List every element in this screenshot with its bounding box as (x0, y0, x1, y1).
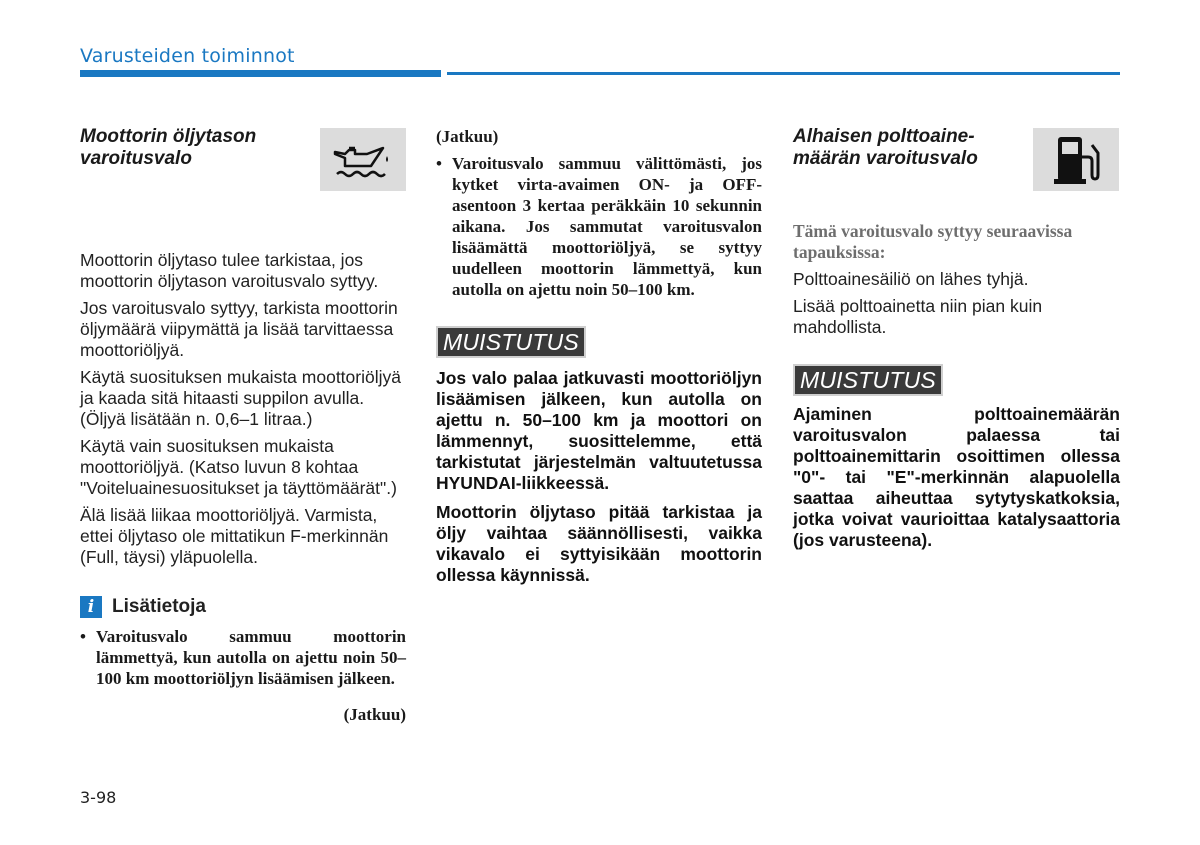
oil-warning-title-line2: varoitusvalo (80, 148, 192, 169)
oil-can-icon-graphic (331, 140, 395, 180)
oil-paragraph-4: Käytä vain suosituksen mukaista moottoriöljyä. (Katso luvun 8 kohtaa "Voiteluainesuositukset ja täyttömäärät".) (80, 436, 397, 498)
info-bullet-text: Varoitusvalo sammuu moottorin lämmettyä, kun autolla on ajettu noin 50–100 km moottoriöljyn lisäämisen jälkeen. (96, 627, 406, 688)
oil-paragraph-3: Käytä suosituksen mukaista moottoriöljyä ja kaada sitä hitaasti suppilon avulla. (Öljyä lisätään n. 0,6–1 litraa.) (80, 367, 401, 429)
notice-text-1: Jos valo palaa jatkuvasti moottoriöljyn lisäämisen jälkeen, kun autolla on ajettu n. 50–100 km ja moottori on lämmennyt, suosittelemme, että tarkistutat järjestelmän valtuutetussa HYUNDAI-liikkeessä. (436, 368, 762, 493)
fuel-paragraph-2: Lisää polttoainetta niin pian kuin mahdollista. (793, 296, 1043, 337)
column-fuel-warning (793, 126, 1120, 559)
fuel-notice-badge: MUISTUTUS (793, 364, 943, 396)
fuel-warning-title-line2: määrän varoitusvalo (793, 148, 978, 169)
notice-text-2: Moottorin öljytaso pitää tarkistaa ja öljy vaihtaa säännöllisesti, vaikka vikavalo ei syttyisikään moottorin ollessa käynnissä. (436, 502, 762, 585)
oil-paragraph-1: Moottorin öljytaso tulee tarkistaa, jos moottorin öljytason varoitusvalo syttyy. (80, 250, 379, 291)
oil-warning-title (80, 126, 305, 170)
oil-paragraph-5: Älä lisää liikaa moottoriöljyä. Varmista, ettei öljytaso ole mittatikun F-merkinnän (Full, täysi) yläpuolella. (80, 505, 389, 567)
continued-heading: (Jatkuu) (436, 127, 499, 146)
continued-label: (Jatkuu) (343, 705, 406, 724)
info-header (80, 596, 406, 618)
fuel-pump-icon-graphic (1052, 133, 1100, 187)
info-bullet: • Varoitusvalo sammuu moottorin lämmettyä, kun autolla on ajettu noin 50–100 km moottoriöljyn lisäämisen jälkeen. (80, 627, 406, 688)
oil-warning-title-line1: Moottorin öljytason (80, 126, 257, 147)
fuel-paragraph-1: Polttoainesäiliö on lähes tyhjä. (793, 269, 1029, 289)
fuel-pump-icon (1033, 128, 1119, 191)
oil-paragraph-2: Jos varoitusvalo syttyy, tarkista moottorin öljymäärä viipymättä ja lisää tarvittaessa moottoriöljyä. (80, 298, 398, 360)
page-number: 3-98 (80, 788, 117, 807)
header-rule-left (80, 70, 441, 77)
fuel-notice-text: Ajaminen polttoainemäärän varoitusvalon palaessa tai polttoainemittarin osoittimen ollessa "0"- tai "E"-merkinnän alapuolella saattaa aiheuttaa sytytyskatkoksia, jotka voivat vaurioittaa katalysaattoria (jos varusteena). (793, 404, 1120, 550)
info-title: Lisätietoja (112, 596, 206, 617)
fuel-intro: Tämä varoitusvalo syttyy seuraavissa tapauksissa: (793, 221, 1073, 262)
fuel-warning-title-line1: Alhaisen polttoaine- (793, 126, 975, 147)
oil-can-warning-icon (320, 128, 406, 191)
continued-bullet-text: Varoitusvalo sammuu välittömästi, jos kytket virta-avaimen ON- ja OFF-asentoon 3 kertaa peräkkäin 10 sekunnin aikana. Jos sammutat varoitusvalon lisäämättä moottoriöljyä, se syttyy uudelleen moottorin lämmettyä, kun autolla on ajettu noin 50–100 km. (452, 154, 762, 299)
header-rule-right (447, 72, 1120, 75)
column-oil-warning (80, 126, 406, 725)
section-header-title: Varusteiden toiminnot (80, 45, 295, 67)
notice-badge: MUISTUTUS (436, 326, 586, 358)
column-continued (436, 126, 762, 594)
info-icon: i (80, 596, 102, 618)
continued-bullet: • Varoitusvalo sammuu välittömästi, jos kytket virta-avaimen ON- ja OFF-asentoon 3 kertaa peräkkäin 10 sekunnin aikana. Jos sammutat varoitusvalon lisäämättä moottoriöljyä, se syttyy uudelleen moottorin lämmettyä, kun autolla on ajettu noin 50–100 km. (436, 154, 762, 299)
fuel-warning-title (793, 126, 1018, 170)
